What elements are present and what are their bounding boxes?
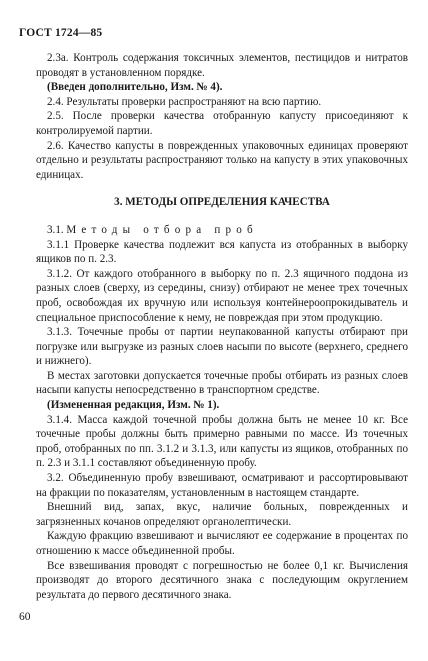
subsection-3-1-heading <box>36 223 408 238</box>
paragraph-3-1-1: 3.1.1 Проверке качества подлежит вся капуста из отобранных в выборку ящиков по п. 2.3. <box>36 238 408 266</box>
page-content <box>36 51 408 602</box>
paragraph-3-1-3-continued: В местах заготовки допускается точечные пробы отбирать из разных слоев насыпи капусты непосредственно в транспортном средстве. <box>36 369 408 397</box>
paragraph-3-2-fractions: Каждую фракцию взвешивают и вычисляют ее содержание в процентах по отношению к массе объединенной пробы. <box>36 530 408 557</box>
paragraph-3-2: 3.2. Объединенную пробу взвешивают, осматривают и рассортировывают на фракции по показателям, установленным в настоящем стандарте. <box>36 472 408 499</box>
amendment-note-3-1-3: (Измененная редакция, Изм. № 1). <box>47 399 220 412</box>
page-header: ГОСТ 1724—85 <box>19 27 103 39</box>
section-title: 3. МЕТОДЫ ОПРЕДЕЛЕНИЯ КАЧЕСТВА <box>114 196 330 209</box>
paragraph-3-1-4: 3.1.4. Масса каждой точечной пробы должна быть не менее 10 кг. Все точечные пробы должны быть примерно равными по массе. Из точечных проб, отобранных по пп. 3.1.2 и 3.1.3, или капусты из ящиков, отобранных по п. 2.3 и 3.1.1 составляют объединенную пробу. <box>36 413 408 470</box>
subsection-3-1-title: Методы отбора проб <box>66 223 258 236</box>
paragraph-2-4: 2.4. Результаты проверки распространяют на всю партию. <box>47 95 322 108</box>
paragraph-2-3a: 2.3а. Контроль содержания токсичных элементов, пестицидов и нитратов проводят в установленном порядке. <box>36 52 408 79</box>
amendment-note-2-3a: (Введен дополнительно, Изм. № 4). <box>47 81 223 94</box>
paragraph-2-5: 2.5. После проверки качества отобранную капусту присоединяют к контролируемой партии. <box>36 110 408 137</box>
subsection-3-1-number: 3.1. <box>47 223 64 236</box>
paragraph-3-1-3: 3.1.3. Точечные пробы от партии неупакованной капусты отбирают при погрузке или выгрузке из разных слоев насыпи по высоте (верхнего, среднего и нижнего). <box>36 326 408 368</box>
paragraph-3-1-2: 3.1.2. От каждого отобранного в выборку по п. 2.3 ящичного поддона из разных слоев (сверху, из середины, снизу) отбирают не менее трех точечных проб, освобождая их вручную или используя контейнероопрокидыватель и специальное приспособление к нему, не повреждая при этом продукцию. <box>36 267 408 324</box>
paragraph-2-6: 2.6. Качество капусты в поврежденных упаковочных единицах проверяют отдельно и результаты распространяют только на капусту в этих упаковочных единицах. <box>36 139 408 181</box>
paragraph-3-2-appearance: Внешний вид, запах, вкус, наличие больных, поврежденных и загрязненных кочанов определяют органолептически. <box>36 501 408 528</box>
paragraph-3-2-weighing: Все взвешивания проводят с погрешностью не более 0,1 кг. Вычисления производят до второго десятичного знака с последующим округлением результата до первого десятичного знака. <box>36 559 408 601</box>
page-number: 60 <box>19 611 31 623</box>
